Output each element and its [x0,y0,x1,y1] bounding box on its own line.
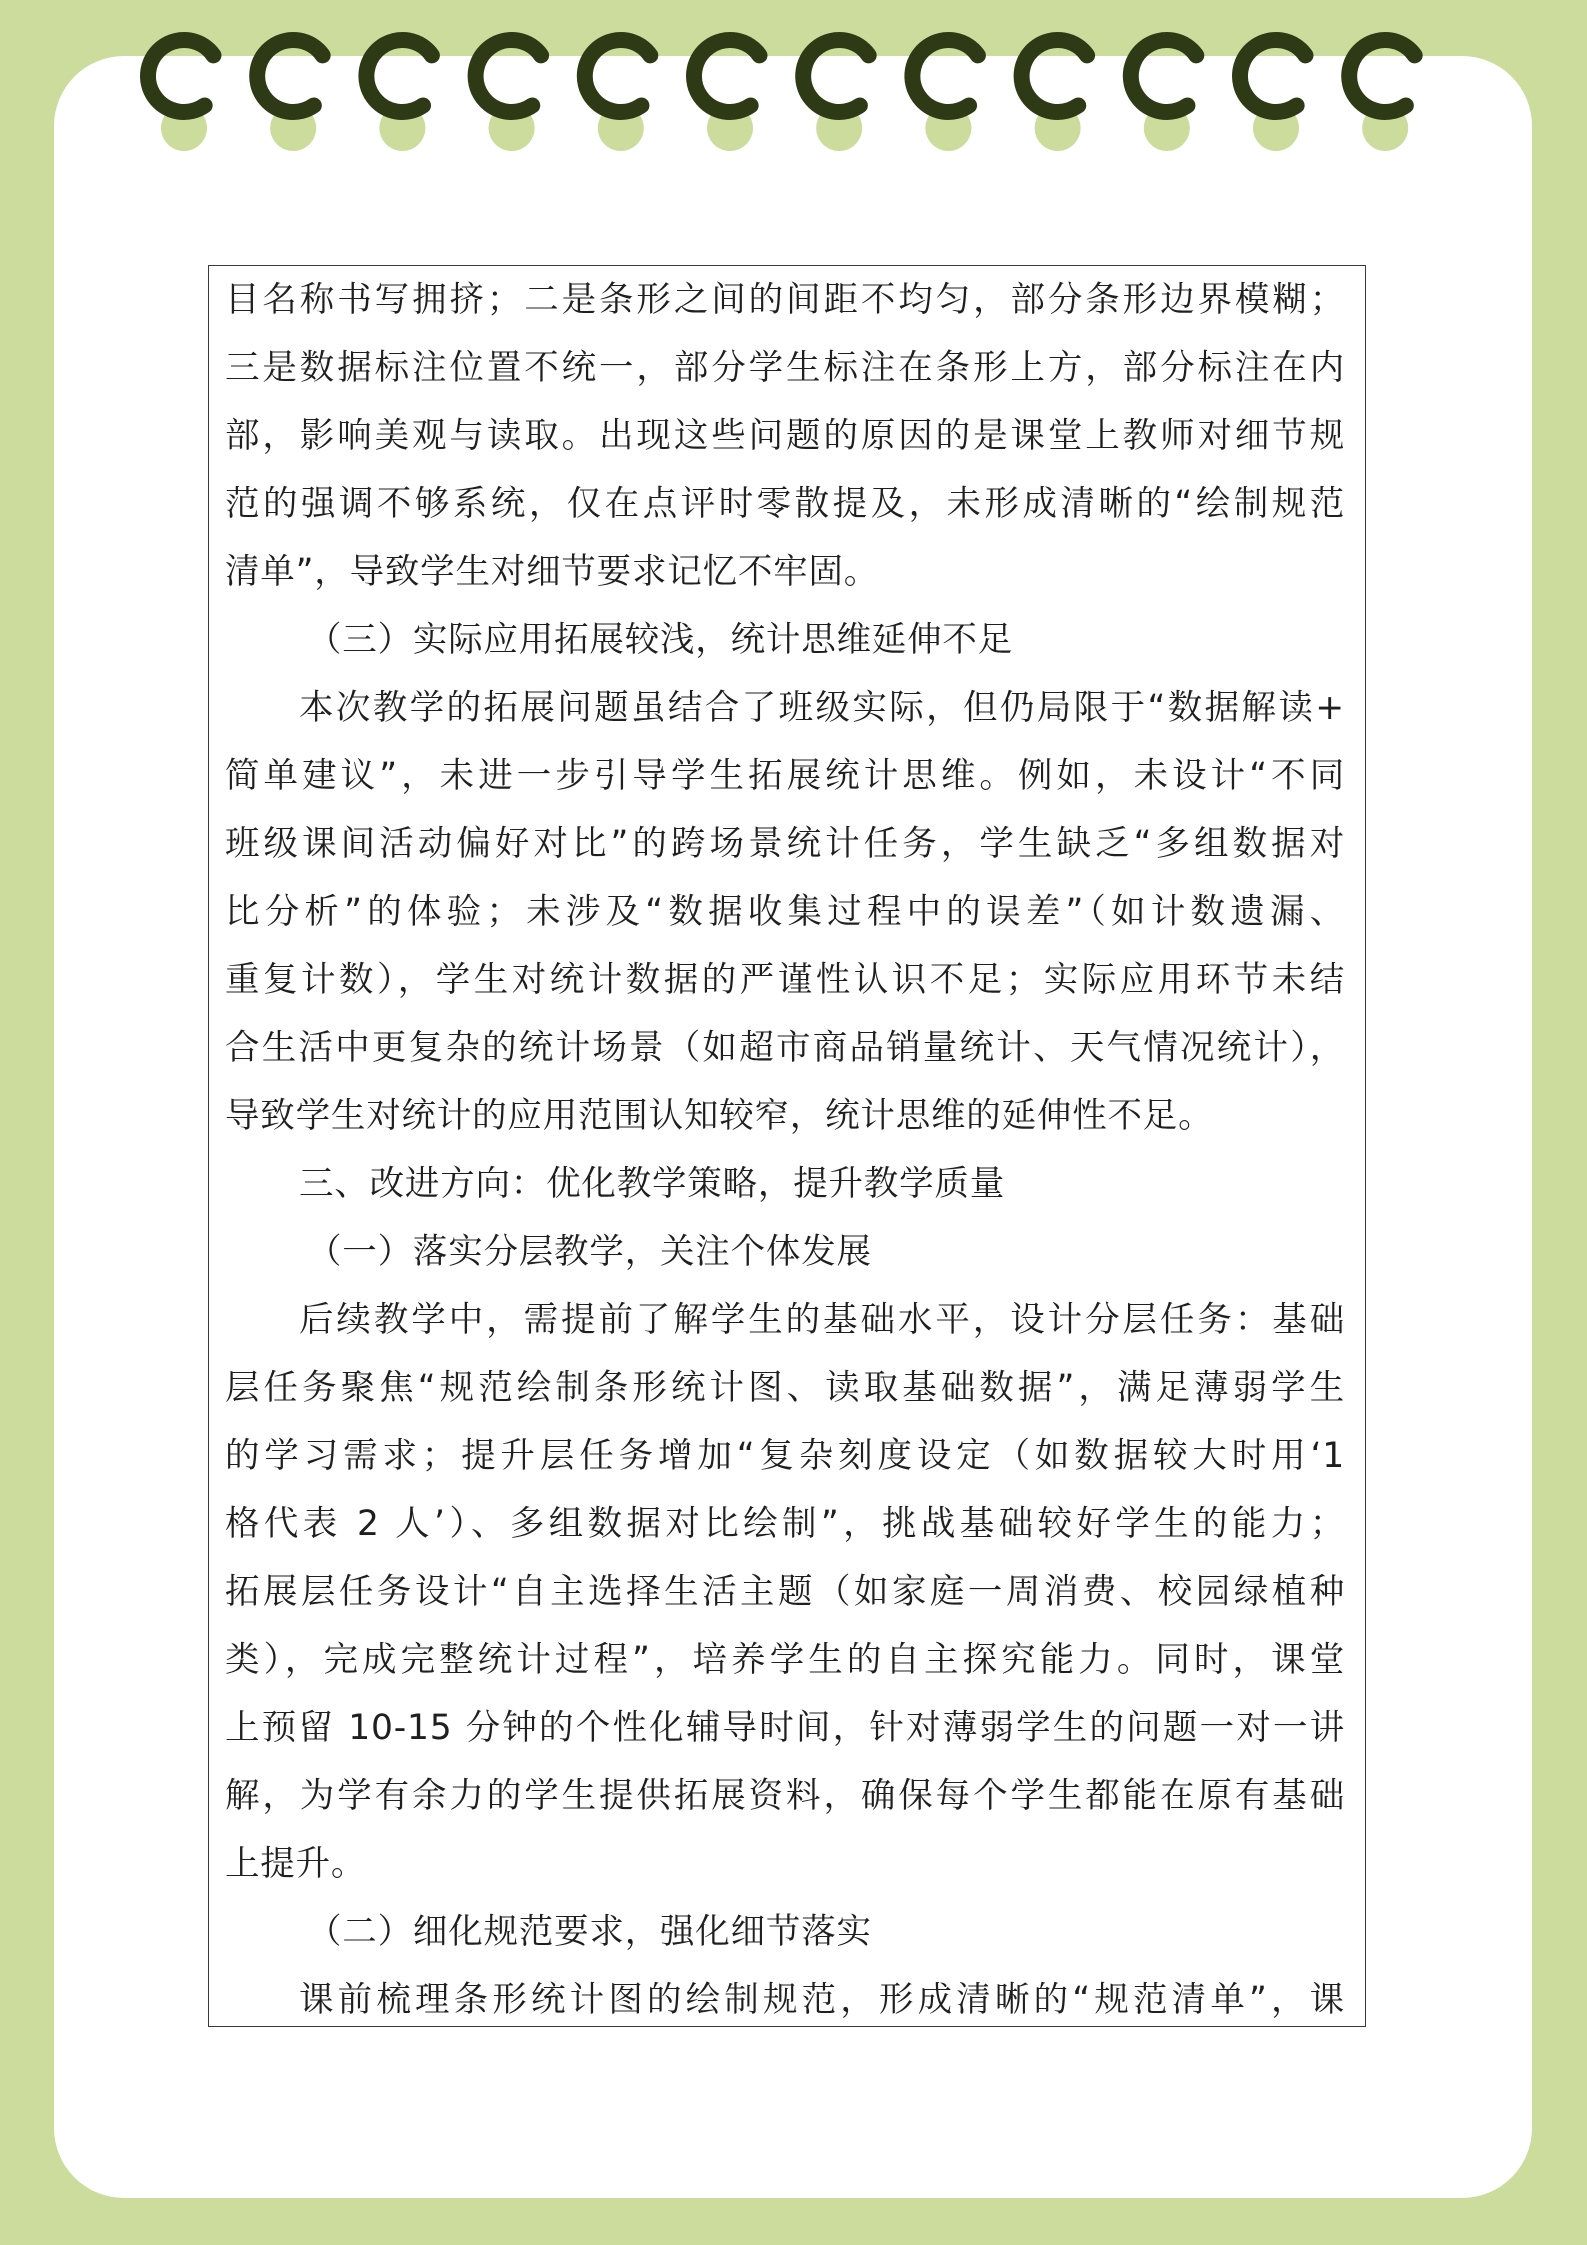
ring-arc [1022,40,1087,112]
text-line: 本次教学的拓展问题虽结合了班级实际，但仍局限于“数据解读+ [299,688,1345,728]
text-line: 层任务聚焦“规范绘制条形统计图、读取基础数据”，满足薄弱学生 [225,1368,1345,1408]
ring-arc [366,40,431,112]
ring-arc [1240,40,1305,112]
text-line: 拓展层任务设计“自主选择生活主题（如家庭一周消费、校园绿植种 [225,1572,1345,1612]
text-line: 的学习需求；提升层任务增加“复杂刻度设定（如数据较大时用‘1 [225,1436,1345,1476]
text-line: 清单”，导致学生对细节要求记忆不牢固。 [225,552,880,592]
text-line: （二）细化规范要求，强化细节落实 [307,1912,872,1952]
ring-arc [257,40,322,112]
binding-ring [585,40,650,151]
spiral-binding [0,0,1587,170]
binding-ring [366,40,431,151]
binding-ring [694,40,759,151]
text-line: 上预留 10-15 分钟的个性化辅导时间，针对薄弱学生的问题一对一讲 [225,1708,1345,1748]
text-line: 解，为学有余力的学生提供拓展资料，确保每个学生都能在原有基础 [225,1776,1345,1816]
ring-arc [694,40,759,112]
text-line: 部，影响美观与读取。出现这些问题的原因的是课堂上教师对细节规 [225,416,1345,456]
text-line: 比分析”的体验；未涉及“数据收集过程中的误差”（如计数遗漏、 [225,892,1345,932]
text-line: 班级课间活动偏好对比”的跨场景统计任务，学生缺乏“多组数据对 [225,824,1345,864]
text-line: 课前梳理条形统计图的绘制规范，形成清晰的“规范清单”，课 [299,1980,1345,2020]
text-line: 上提升。 [225,1844,367,1884]
binding-rings [0,0,1587,170]
ring-arc [1349,40,1414,112]
binding-ring [1349,40,1414,151]
text-line: 三是数据标注位置不统一，部分学生标注在条形上方，部分标注在内 [225,348,1345,388]
text-line: （三）实际应用拓展较浅，统计思维延伸不足 [307,620,1013,660]
binding-ring [476,40,541,151]
text-line: 重复计数），学生对统计数据的严谨性认识不足；实际应用环节未结 [225,960,1345,1000]
text-line: 类），完成完整统计过程”，培养学生的自主探究能力。同时，课堂 [225,1640,1345,1680]
binding-ring [1131,40,1196,151]
binding-ring [257,40,322,151]
text-line: 简单建议”，未进一步引导学生拓展统计思维。例如，未设计“不同 [225,756,1345,796]
binding-ring [803,40,868,151]
text-line: 合生活中更复杂的统计场景（如超市商品销量统计、天气情况统计）， [225,1028,1345,1068]
text-line: 三、改进方向：优化教学策略，提升教学质量 [299,1164,1005,1204]
text-line: 范的强调不够系统，仅在点评时零散提及，未形成清晰的“绘制规范 [225,484,1345,524]
text-frame [208,265,1366,2027]
text-line: 导致学生对统计的应用范围认知较窄，统计思维的延伸性不足。 [225,1096,1214,1136]
text-line: 后续教学中，需提前了解学生的基础水平，设计分层任务：基础 [299,1300,1345,1340]
text-line: （一）落实分层教学，关注个体发展 [307,1232,872,1272]
ring-arc [912,40,977,112]
binding-ring [1022,40,1087,151]
ring-arc [585,40,650,112]
binding-ring [912,40,977,151]
text-line: 格代表 2 人’）、多组数据对比绘制”，挑战基础较好学生的能力； [225,1504,1345,1544]
text-line: 目名称书写拥挤；二是条形之间的间距不均匀，部分条形边界模糊； [225,280,1345,320]
ring-arc [148,40,213,112]
binding-ring [148,40,213,151]
binding-ring [1240,40,1305,151]
ring-arc [1131,40,1196,112]
document-body [225,266,1345,2034]
ring-arc [803,40,868,112]
ring-arc [476,40,541,112]
